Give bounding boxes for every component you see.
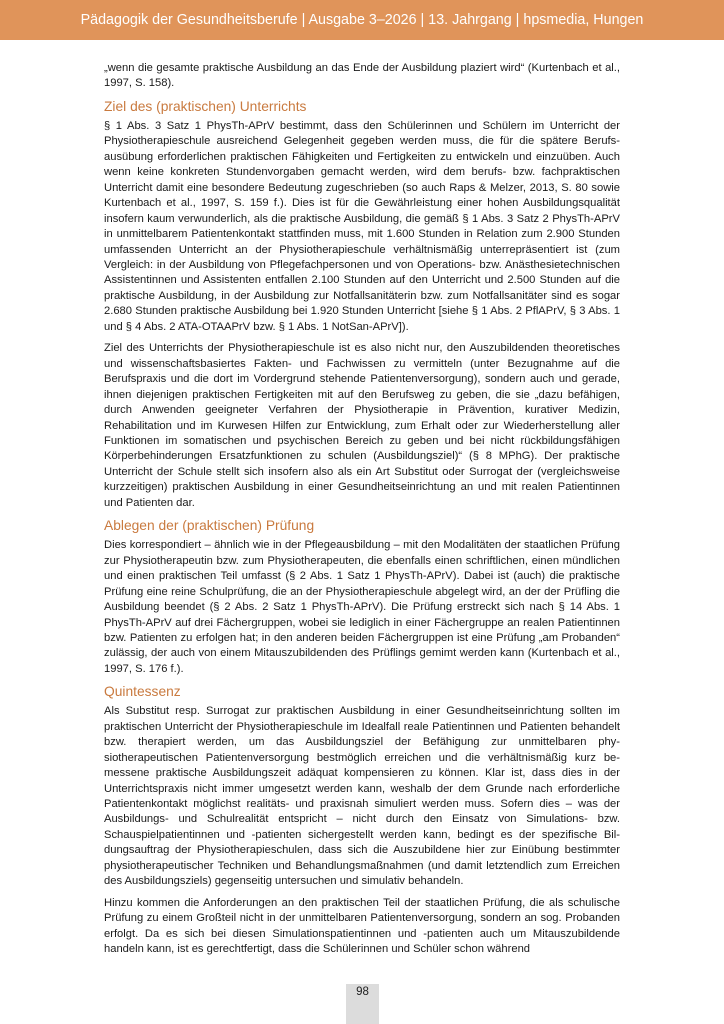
paragraph-ziel-2: Ziel des Unterrichts der Physiotherapieschule ist es also nicht nur, den Auszubildenden theoretisches und wissenschaftsbasiertes Fakten- und Fachwissen zu vermitteln (unter Bezugnahme auf die Berufspraxis und die dort im Vordergrund stehende Patientenversorgung), sondern auch und gerade, ihnen diejenigen praktischen Fertigkeiten mit auf den Berufsweg zu geben, die sie „dazu befähigen, durch Anwenden geeigneter Verfahren der Physiotherapie in Prävention, kurativer Medizin, Rehabilitation und im Kurwesen Hilfen zur Entwicklung, zum Erhalt oder zur Wiederherstellung aller Funktionen im somatischen und psychischen Bereich zu geben und bei nicht rückbildungsfähigen Körperbehinderungen Ersatzfunktionen zu schulen (Ausbildungsziel)“ (§ 8 MPhG). Der praktische Unterricht der Schule stellt sich insofern also als ein Art Substitut oder Surrogat der (vergleichsweise kurzzeitigen) praktischen Ausbildung in einer Gesundheitseinrichtung an und mit realen Patientinnen und Patienten dar. [104, 342, 620, 509]
paragraph-ziel-1: § 1 Abs. 3 Satz 1 PhysTh-APrV bestimmt, dass den Schülerinnen und Schülern im Unterricht der Physiotherapieschule ausreichend Gelegenheit gegeben werden muss, die für die spätere Berufsausübung erforderlichen praktischen Fähigkeiten und Fertigkeiten zu entwickeln und einzuüben. Auch wenn keine konkreten Stundenvorgaben gemacht werden, wird dem berufs- bzw. fachpraktischen Unterricht damit eine besondere Bedeutung zugeschrieben (so auch Raps & Melzer, 2013, S. 80 sowie Kurtenbach et al., 1997, S. 159 f.). Dies ist für die Gewährleistung einer hohen Ausbildungsqualität insofern kaum verwunderlich, als die praktische Ausbildung, die gemäß § 1 Abs. 3 Satz 2 PhysTh-APrV in unmittelbarem Patientenkontakt stattfinden muss, mit 1.600 Stunden in Relation zum 2.900 Stunden umfassenden Unterricht an der Physiotherapieschule verhältnismäßig unterrepräsentiert ist (zum Vergleich: in der Ausbildung von Pflegefachpersonen und von Operations- bzw. Anästhesietechnischen Assistentinnen und Assistenten entfallen 2.100 Stunden auf den Unterricht und 2.500 Stunden auf die praktische Ausbildung, in der Ausbildung zur Notfallsanitäterin bzw. zum Notfallsanitäter sind es sogar 2.680 Stunden praktische Ausbildung bei 1.920 Stunden Unterricht [siehe § 1 Abs. 2 PflAPrV, § 3 Abs. 1 und § 4 Abs. 2 ATA-OTAAPrV bzw. § 1 Abs. 1 NotSan-APrV]). [104, 119, 620, 333]
journal-header: Pädagogik der Gesundheitsberufe | Ausgabe 3–2026 | 13. Jahrgang | hpsmedia, Hungen [0, 0, 724, 40]
section-heading-pruefung: Ablegen der (praktischen) Prüfung [104, 518, 315, 534]
section-heading-ziel: Ziel des (praktischen) Unterrichts [104, 98, 307, 114]
paragraph-quintessenz-1: Als Substitut resp. Surrogat zur praktischen Ausbildung in einer Gesundheitseinrichtung sollten im praktischen Unterricht der Physiotherapieschule im Idealfall reale Patientinnen und Patienten behandelt bzw. therapiert werden, um das Ausbildungsziel der Befähigung zur unmittelbaren physiotherapeutischen Patientenversorgung bestmöglich erreichen und die verhältnismäßig kurz bemessene praktische Ausbildungszeit adäquat kompensieren zu können. Klar ist, dass dies in der Unterrichtspraxis nicht immer umgesetzt werden kann, weshalb der dem Grunde nach erforderliche Patientenkontakt möglichst realitäts- und praxisnah simuliert werden muss. Sofern dies – was der Ausbildungs- und Schulrealität entspricht – nicht durch den Einsatz von Simulations- bzw. Schauspielpatientinnen und -patienten sichergestellt werden kann, bedingt es der spezifische Bildungsauftrag der Physiotherapieschulen, dass sich die Auszubildene hier zur Einübung bestimmter physiotherapeutischer Techniken und Behandlungsmaßnahmen (und damit letztendlich zum Erreichen des Ausbildungsziels) gegenseitig untersuchen und simulativ behandeln. [104, 705, 620, 888]
article-body [104, 61, 620, 964]
page-number: 98 [356, 986, 369, 998]
intro-paragraph: „wenn die gesamte praktische Ausbildung an das Ende der Ausbildung plaziert wird“ (Kurtenbach et al., 1997, S. 158). [104, 62, 620, 90]
paragraph-quintessenz-2: Hinzu kommen die Anforderungen an den praktischen Teil der staatlichen Prüfung, die als schulische Prüfung zu einem Großteil nicht in der unmittelbaren Patientenversorgung, sondern an sog. Probanden erfolgt. Da es sich bei diesen Simulationspatientinnen und -patienten auch um Mitauszubildende handeln kann, ist es gerechtfertigt, dass die Schülerinnen und Schüler schon während [104, 896, 620, 956]
section-heading-quintessenz: Quintessenz [104, 684, 181, 700]
paragraph-pruefung-1: Dies korrespondiert – ähnlich wie in der Pflegeausbildung – mit den Modalitäten der staatlichen Prüfung zur Physiotherapeutin bzw. zum Physiotherapeuten, die ebenfalls einen schriftlichen, einen mündlichen und einen praktischen Teil umfasst (§ 2 Abs. 1 Satz 1 PhysTh-APrV). Dabei ist (auch) die praktische Prüfung eine reine Schulprüfung, die an der Physiotherapieschule abgelegt wird, an der der Prüfling die Ausbildung beendet (§ 2 Abs. 2 Satz 1 PhysTh-APrV). Die Prüfung erstreckt sich nach § 14 Abs. 1 PhysTh-APrV auf drei Fächergruppen, wobei sie lediglich in einer Fächergruppe an realen Patientinnen bzw. Patienten zu erfolgen hat; in den anderen beiden Fächergruppen ist eine Prüfung „am Probanden“ zulässig, der auch von einem Mitauszubildenden des Prüflings gemimt werden kann (Kurtenbach et al., 1997, S. 176 f.). [104, 539, 620, 675]
